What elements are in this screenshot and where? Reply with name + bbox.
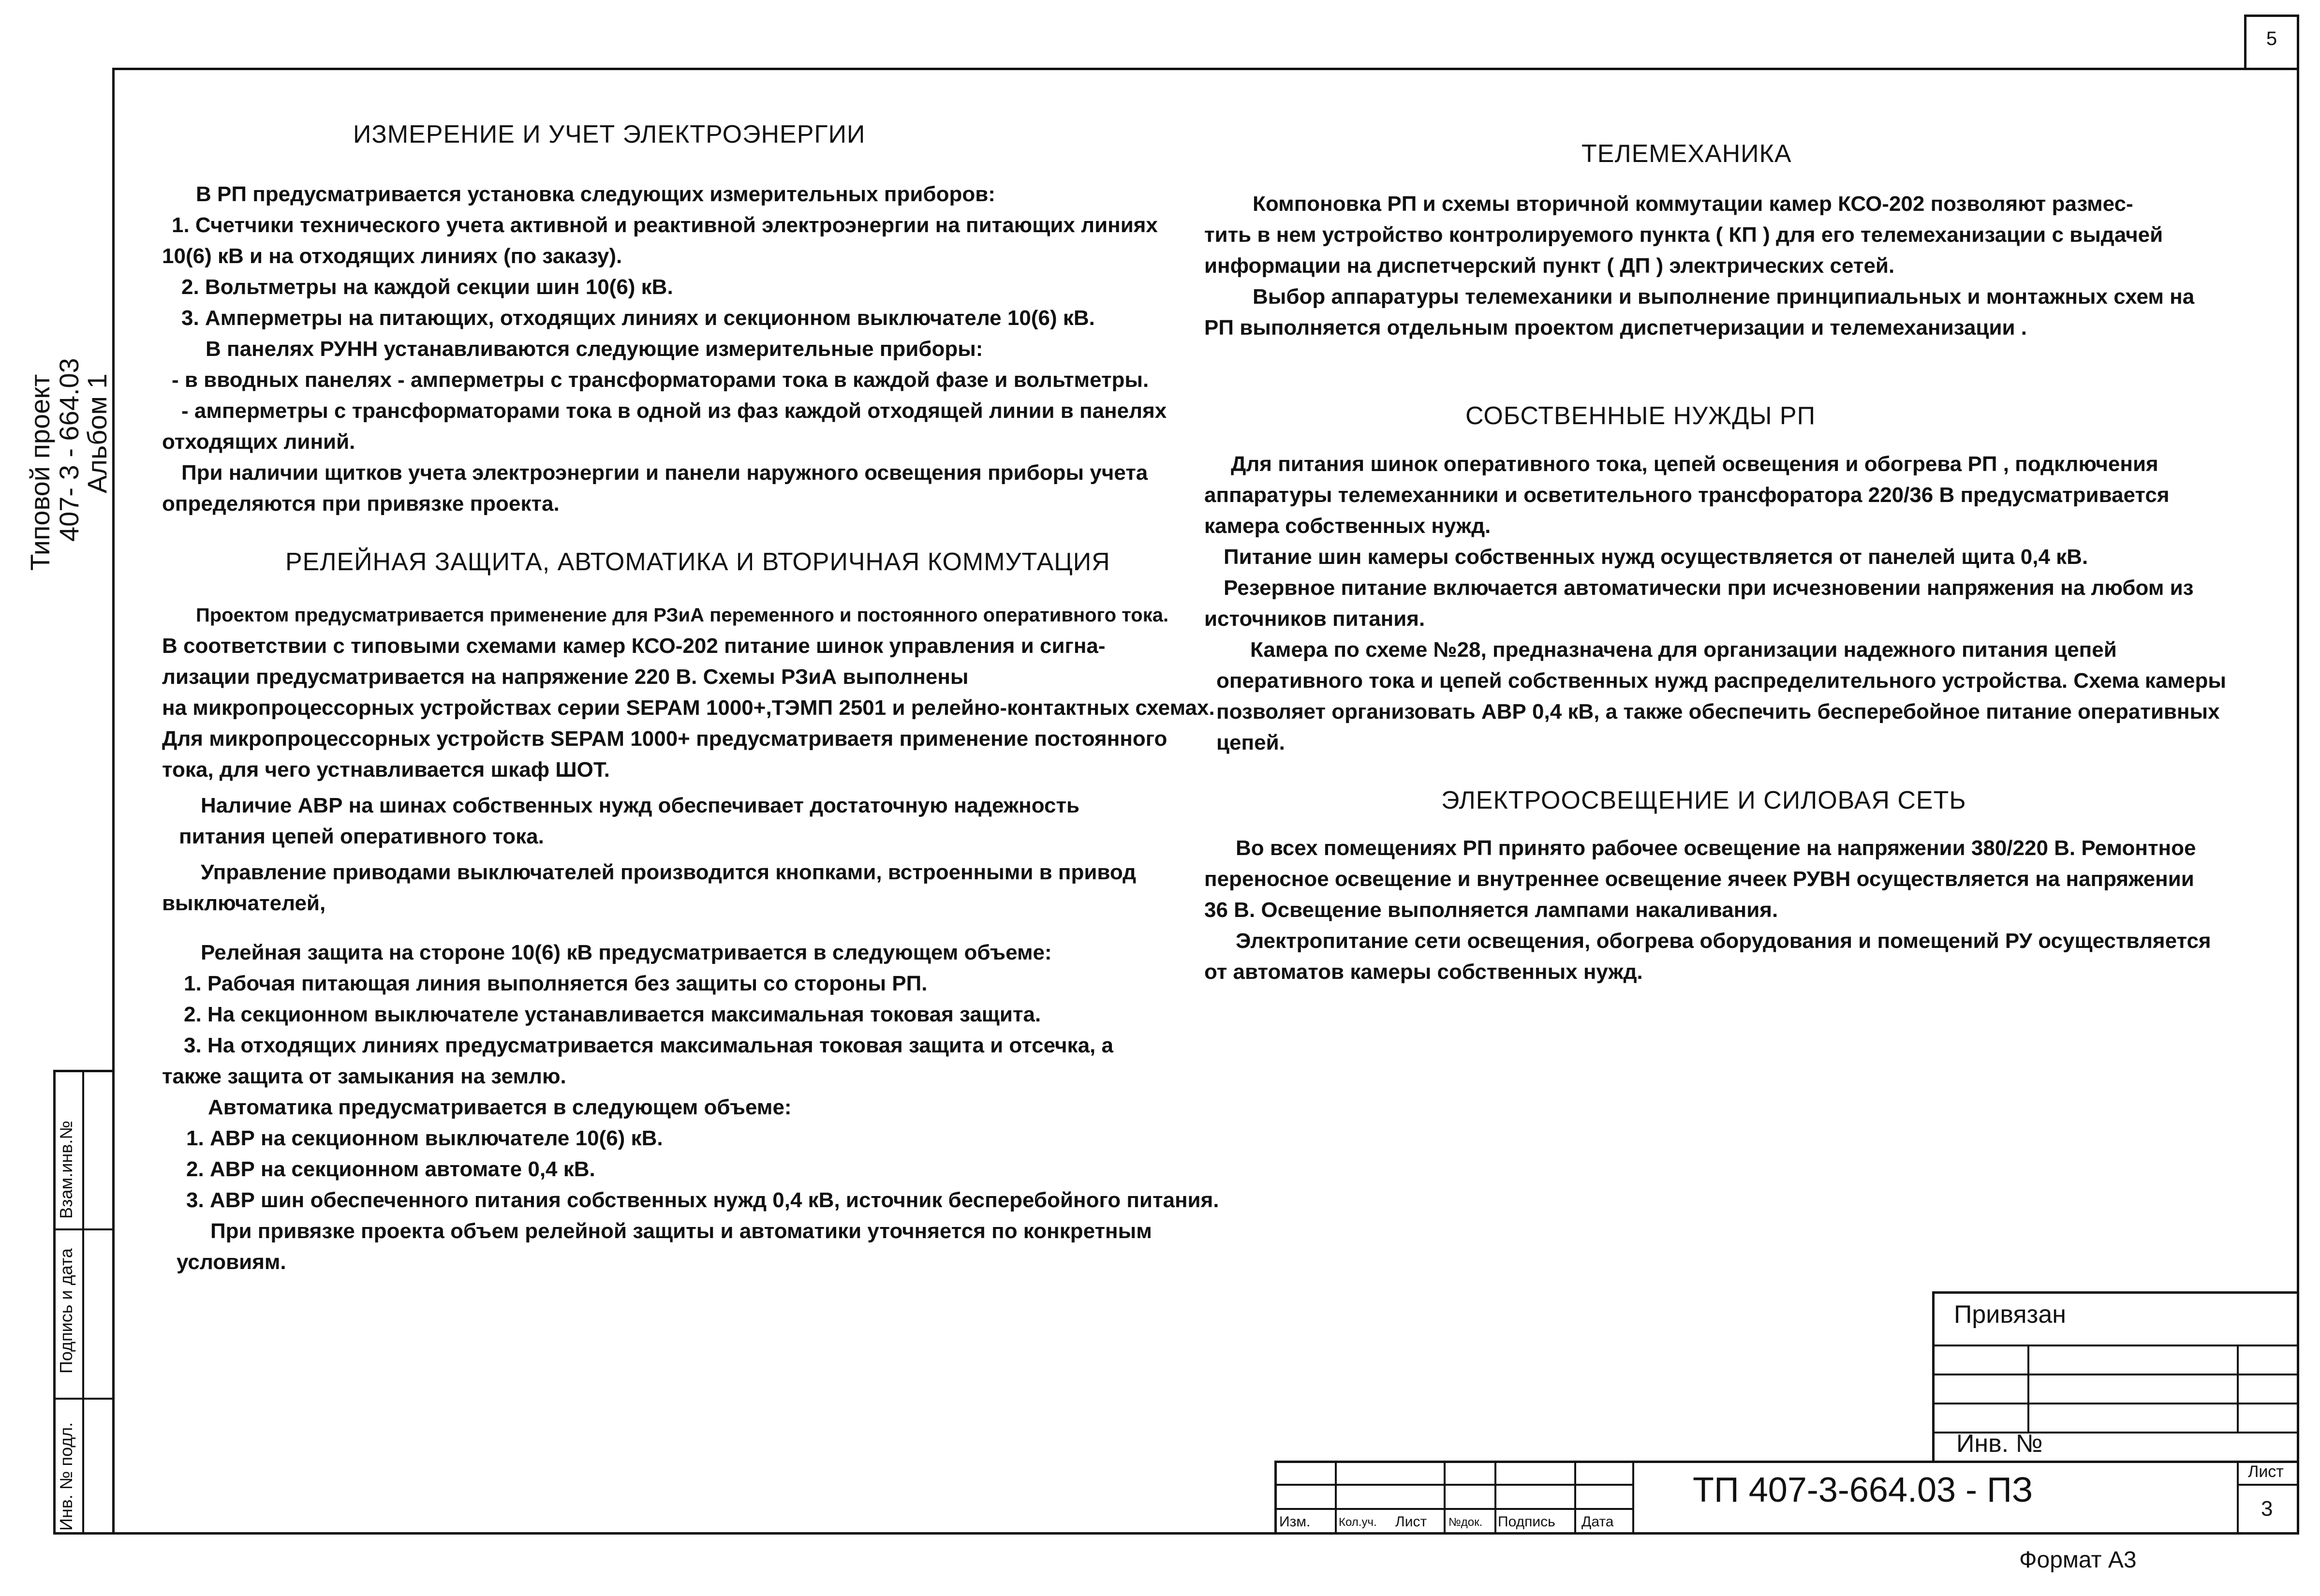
- paragraph-line: В панелях РУНН устанавливаются следующие измерительные приборы:: [206, 337, 983, 361]
- inventory-label: Инв. №: [1956, 1430, 2043, 1458]
- paragraph-line: Резервное питание включается автоматически при исчезновении напряжения на любом из: [1224, 576, 2194, 600]
- paragraph-line: источников питания.: [1204, 607, 1425, 631]
- paragraph-line: 1. Рабочая питающая линия выполняется без защиты со стороны РП.: [184, 972, 928, 995]
- paragraph-line: Проектом предусматривается применение для РЗиА переменного и постоянного оперативного тока.: [196, 605, 1169, 626]
- col-kol-uch: Кол.уч.: [1339, 1516, 1377, 1529]
- heading-telemechanics: ТЕЛЕМЕХАНИКА: [1581, 140, 1792, 168]
- paragraph-line: переносное освещение и внутреннее освещение ячеек РУВН осуществляется на напряжении: [1204, 867, 2194, 891]
- paragraph-line: Во всех помещениях РП принято рабочее освещение на напряжении 380/220 В. Ремонтное: [1236, 836, 2196, 860]
- paragraph-line: выключателей,: [162, 891, 326, 915]
- section-measurement: [162, 179, 1167, 519]
- paragraph-line: Электропитание сети освещения, обогрева оборудования и помещений РУ осуществляется: [1236, 929, 2211, 953]
- section-relay-scope: [162, 937, 1219, 1278]
- paragraph-line: Питание шин камеры собственных нужд осуществляется от панелей щита 0,4 кВ.: [1224, 545, 2088, 569]
- paragraph-line: 2. Вольтметры на каждой секции шин 10(6) кВ.: [181, 275, 673, 299]
- paragraph-line: При наличии щитков учета электроэнергии и панели наружного освещения приборы учета: [181, 461, 1148, 485]
- col-izm: Изм.: [1279, 1514, 1311, 1530]
- binding-label: Привязан: [1954, 1300, 2067, 1329]
- paragraph-line: Выбор аппаратуры телемеханики и выполнение принципиальных и монтажных схем на: [1253, 285, 2195, 309]
- paragraph-line: условиям.: [177, 1250, 286, 1274]
- section-lighting: [1204, 833, 2211, 988]
- paragraph-line: также защита от замыкания на землю.: [162, 1064, 566, 1088]
- paragraph-line: на микропроцессорных устройствах серии SEPAM 1000+,ТЭМП 2501 и релейно-контактных схемах.: [162, 696, 1215, 720]
- paragraph-line: 3. АВР шин обеспеченного питания собственных нужд 0,4 кВ, источник бесперебойного питания.: [186, 1188, 1219, 1212]
- heading-relay: РЕЛЕЙНАЯ ЗАЩИТА, АВТОМАТИКА И ВТОРИЧНАЯ КОММУТАЦИЯ: [285, 548, 1110, 576]
- section-aux-needs: [1204, 449, 2226, 758]
- paragraph-line: 1. Счетчики технического учета активной и реактивной электроэнергии на питающих линиях: [172, 213, 1158, 237]
- paragraph-line: камера собственных нужд.: [1204, 514, 1491, 538]
- paragraph-line: Автоматика предусматривается в следующем объеме:: [208, 1095, 792, 1119]
- page-number: 5: [2266, 28, 2277, 49]
- heading-measurement: ИЗМЕРЕНИЕ И УЧЕТ ЭЛЕКТРОЭНЕРГИИ: [353, 120, 866, 148]
- side-stamp-inv: Инв. № подл.: [56, 1422, 76, 1531]
- paragraph-line: В соответствии с типовыми схемами камер КСО-202 питание шинок управления и сигна-: [162, 634, 1106, 658]
- sheet-label: Лист: [2248, 1463, 2284, 1481]
- paragraph-line: отходящих линий.: [162, 430, 355, 454]
- side-project-line2: 407- 3 - 664.03: [54, 358, 84, 542]
- paragraph-line: Камера по схеме №28, предназначена для организации надежного питания цепей: [1250, 638, 2117, 662]
- paragraph-line: тока, для чего устнавливается шкаф ШОТ.: [162, 758, 610, 782]
- paragraph-line: Наличие АВР на шинах собственных нужд обеспечивает достаточную надежность: [201, 794, 1080, 817]
- paragraph-line: Компоновка РП и схемы вторичной коммутации камер КСО-202 позволяют размес-: [1253, 192, 2133, 216]
- heading-aux-needs: СОБСТВЕННЫЕ НУЖДЫ РП: [1465, 402, 1816, 430]
- paragraph-line: 3. Амперметры на питающих, отходящих линиях и секционном выключателе 10(6) кВ.: [181, 306, 1095, 330]
- paragraph-line: информации на диспетчерский пункт ( ДП ) электрических сетей.: [1204, 254, 1895, 278]
- paragraph-line: Для питания шинок оперативного тока, цепей освещения и обогрева РП , подключения: [1231, 452, 2158, 476]
- col-data: Дата: [1581, 1514, 1614, 1530]
- col-nodok: №док.: [1448, 1516, 1483, 1529]
- paragraph-line: 2. На секционном выключателе устанавливается максимальная токовая защита.: [184, 1003, 1041, 1026]
- col-list: Лист: [1395, 1514, 1427, 1530]
- paragraph-line: Для микропроцессорных устройств SEPAM 1000+ предусматриваетя применение постоянного: [162, 727, 1167, 751]
- paragraph-line: В РП предусматривается установка следующих измерительных приборов:: [196, 182, 995, 206]
- paragraph-line: Релейная защита на стороне 10(6) кВ предусматривается в следующем объеме:: [201, 941, 1052, 964]
- col-podpis: Подпись: [1498, 1514, 1555, 1530]
- paragraph-line: определяются при привязке проекта.: [162, 492, 560, 516]
- paragraph-line: оперативного тока и цепей собственных нужд распределительного устройства. Схема камеры: [1216, 669, 2226, 693]
- paragraph-line: 36 В. Освещение выполняется лампами накаливания.: [1204, 898, 1778, 922]
- paragraph-line: - амперметры с трансформаторами тока в одной из фаз каждой отходящей линии в панелях: [181, 399, 1167, 423]
- paragraph-line: 10(6) кВ и на отходящих линиях (по заказу).: [162, 244, 622, 268]
- document-code: ТП 407-3-664.03 - ПЗ: [1693, 1471, 2033, 1509]
- side-stamp-vzam: Взам.инв.№: [56, 1120, 76, 1219]
- paragraph-line: При привязке проекта объем релейной защиты и автоматики уточняется по конкретным: [210, 1219, 1152, 1243]
- paragraph-line: позволяет организовать АВР 0,4 кВ, а также обеспечить бесперебойное питание оперативных: [1216, 700, 2220, 724]
- paragraph-line: лизации предусматривается на напряжение 220 В. Схемы РЗиА выполнены: [162, 665, 969, 689]
- paragraph-line: Управление приводами выключателей производится кнопками, встроенными в привод: [201, 860, 1137, 884]
- paragraph-line: 3. На отходящих линиях предусматривается максимальная токовая защита и отсечка, а: [184, 1034, 1113, 1057]
- paragraph-line: 1. АВР на секционном выключателе 10(6) кВ.: [186, 1126, 663, 1150]
- paragraph-line: РП выполняется отдельным проектом диспетчеризации и телемеханизации .: [1204, 316, 2027, 340]
- paragraph-line: 2. АВР на секционном автомате 0,4 кВ.: [186, 1157, 595, 1181]
- side-stamp-podpis: Подпись и дата: [56, 1248, 76, 1374]
- paragraph-line: питания цепей оперативного тока.: [179, 825, 544, 848]
- paragraph-line: - в вводных панелях - амперметры с трансформаторами тока в каждой фазе и вольтметры.: [172, 368, 1149, 392]
- section-relay: [162, 600, 1215, 919]
- side-project-line1: Типовой проект: [25, 374, 55, 571]
- paragraph-line: от автоматов камеры собственных нужд.: [1204, 960, 1643, 984]
- heading-lighting: ЭЛЕКТРООСВЕЩЕНИЕ И СИЛОВАЯ СЕТЬ: [1441, 786, 1966, 814]
- sheet-number: 3: [2261, 1497, 2273, 1521]
- paragraph-line: аппаратуры телемеханники и осветительного трансфоратора 220/36 В предусматривается: [1204, 483, 2170, 507]
- section-telemechanics: [1204, 189, 2194, 343]
- format-label: Формат А3: [2019, 1547, 2137, 1573]
- paragraph-line: тить в нем устройство контролируемого пункта ( КП ) для его телемеханизации с выдачей: [1204, 223, 2163, 247]
- side-project-line3: Альбом 1: [82, 373, 112, 493]
- paragraph-line: цепей.: [1216, 731, 1285, 754]
